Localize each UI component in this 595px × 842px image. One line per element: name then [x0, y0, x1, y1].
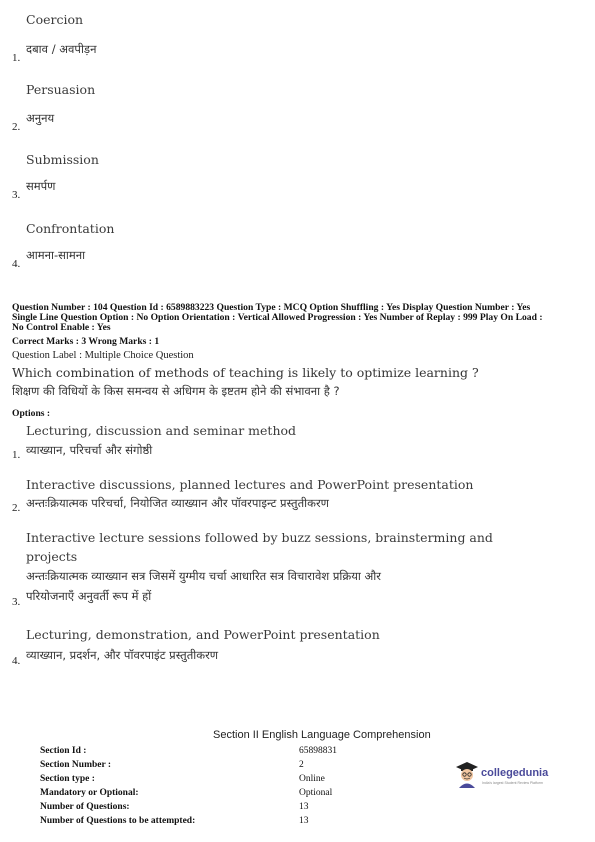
section-id-key: Section Id :	[40, 746, 87, 756]
option-4-hi: व्याख्यान, प्रदर्शन, और पॉवरपाइंट प्रस्तुतीकरण	[26, 648, 219, 662]
section-attempt-key: Number of Questions to be attempted:	[40, 816, 196, 826]
option-4-number: 4.	[12, 655, 21, 667]
section-title: Section II English Language Comprehension	[213, 729, 431, 741]
question-text-hi: शिक्षण की विधियों के किस समन्वय से अधिगम के इष्टतम होने की संभावना है ?	[12, 384, 340, 398]
section-num-questions-key: Number of Questions:	[40, 802, 130, 812]
section-attempt-value: 13	[299, 816, 309, 826]
option-1-en: Lecturing, discussion and seminar method	[26, 423, 297, 438]
prev-option-1-en: Coercion	[26, 12, 84, 27]
collegedunia-logo	[455, 760, 565, 790]
section-type-value: Online	[299, 774, 325, 784]
logo-tagline: India's largest Student Review Platform	[482, 781, 543, 785]
question-meta-line-1: Question Number : 104 Question Id : 6589883223 Question Type : MCQ Option Shuffling : Yes Display Question Number : Yes	[12, 302, 531, 313]
question-label: Question Label : Multiple Choice Question	[12, 350, 194, 361]
section-id-value: 65898831	[299, 746, 337, 756]
option-3-en-line-1: Interactive lecture sessions followed by buzz sessions, brainsterming and	[26, 530, 493, 545]
option-2-hi: अन्तःक्रियात्मक परिचर्चा, नियोजित व्याख्यान और पॉवरपाइन्ट प्रस्तुतीकरण	[26, 496, 330, 510]
section-num-questions-value: 13	[299, 802, 309, 812]
section-number-value: 2	[299, 760, 304, 770]
prev-option-4-en: Confrontation	[26, 221, 115, 236]
prev-option-2-en: Persuasion	[26, 82, 96, 97]
prev-option-3-number: 3.	[12, 189, 21, 201]
question-meta-line-2: Single Line Question Option : No Option Orientation : Vertical Allowed Progression : Yes Number of Replay : 999 Play On Load :	[12, 312, 543, 323]
options-label: Options :	[12, 408, 51, 419]
student-mascot-icon	[455, 760, 479, 788]
option-1-number: 1.	[12, 449, 21, 461]
option-3-hi-line-1: अन्तःक्रियात्मक व्याख्यान सत्र जिसमें युग्मीय चर्चा आधारित सत्र विचारावेश प्रक्रिया और	[26, 569, 381, 583]
prev-option-4-number: 4.	[12, 258, 21, 270]
question-meta-line-3: No Control Enable : Yes	[12, 322, 111, 333]
option-4-en: Lecturing, demonstration, and PowerPoint presentation	[26, 627, 380, 642]
option-2-number: 2.	[12, 502, 21, 514]
section-mandatory-key: Mandatory or Optional:	[40, 788, 139, 798]
prev-option-2-hi: अनुनय	[26, 111, 55, 125]
option-3-en-line-2: projects	[26, 549, 78, 564]
section-mandatory-value: Optional	[299, 788, 333, 798]
option-3-hi-line-2: परियोजनाएँ अनुवर्ती रूप में हों	[26, 589, 152, 603]
prev-option-2-number: 2.	[12, 121, 21, 133]
option-1-hi: व्याख्यान, परिचर्चा और संगोष्ठी	[26, 443, 153, 457]
prev-option-3-en: Submission	[26, 152, 99, 167]
option-2-en: Interactive discussions, planned lectures and PowerPoint presentation	[26, 477, 474, 492]
section-number-key: Section Number :	[40, 760, 112, 770]
logo-wordmark: collegedunia	[481, 767, 549, 779]
prev-option-4-hi: आमना-सामना	[26, 248, 86, 262]
prev-option-3-hi: समर्पण	[26, 179, 56, 193]
prev-option-1-number: 1.	[12, 52, 21, 64]
question-text-en: Which combination of methods of teaching is likely to optimize learning ?	[12, 365, 479, 380]
option-3-number: 3.	[12, 596, 21, 608]
question-marks: Correct Marks : 3 Wrong Marks : 1	[12, 336, 160, 347]
section-type-key: Section type :	[40, 774, 95, 784]
prev-option-1-hi: दबाव / अवपीड़न	[26, 42, 97, 56]
